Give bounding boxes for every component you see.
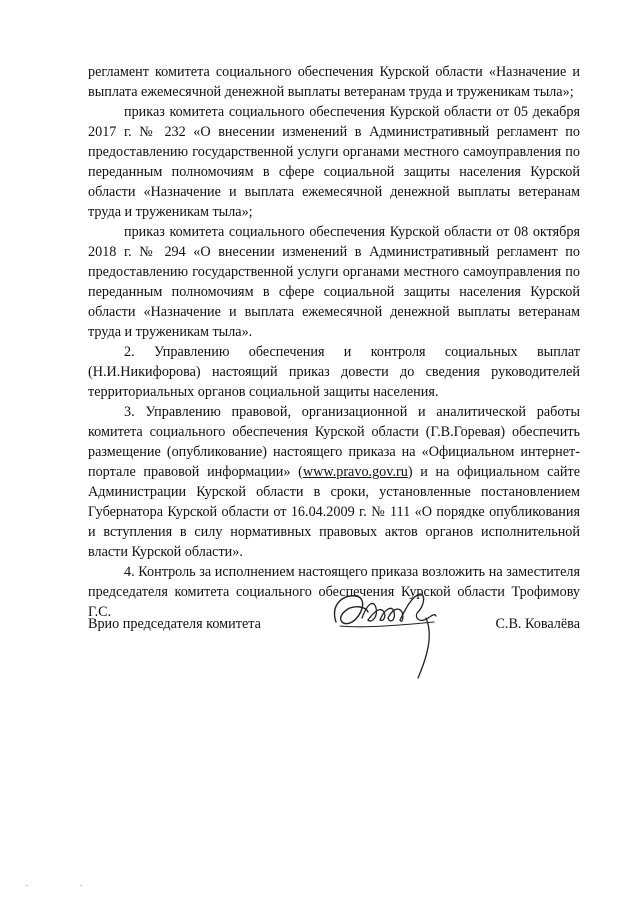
item-3-text-end: ) и на официальном сайте Администрации Курской области в сроки, установленные постановлением Губернатора Курской области от 16.04.2009 г. № 111 «О порядке опубликования и вступления в силу нормативных правовых актов органов исполнительной власти Курской области». (88, 464, 580, 560)
document-body (88, 62, 580, 622)
signatory-title: Врио председателя комитета (88, 616, 261, 632)
handwritten-signature (322, 582, 462, 682)
paragraph-item-2: 2. Управлению обеспечения и контроля социальных выплат (Н.И.Никифорова) настоящий приказ довести до сведения руководителей территориальных органов социальной защиты населения. (88, 344, 580, 400)
paragraph-item-4: 4. Контроль за исполнением настоящего приказа возложить на заместителя председателя комитета социального обеспечения Курской области Трофимову Г.С. (88, 564, 580, 620)
paragraph-order-232: приказ комитета социального обеспечения Курской области от 05 декабря 2017 г. № 232 «О внесении изменений в Административный регламент по предоставлению государственной услуги органами местного самоуправления по переданным полномочиям в сфере социальной защиты населения Курской области «Назначение и выплата ежемесячной денежной выплаты ветеранам труда и труженикам тыла»; (88, 104, 580, 220)
paragraph-item-3 (88, 402, 580, 562)
signatory-name: С.В. Ковалёва (495, 616, 580, 632)
item-3-text-start: 3. Управлению правовой, организационной и аналитической работы комитета социального обеспечения Курской области (Г.В.Горевая) обеспечить размещение (опубликование) настоящего приказа на «Официальном интернет-портале правовой информации» ( (88, 404, 580, 480)
scan-speck (80, 885, 82, 886)
scan-speck (26, 885, 28, 886)
paragraph-regulation: регламент комитета социального обеспечения Курской области «Назначение и выплата ежемесячной денежной выплаты ветеранам труда и труженикам тыла»; (88, 64, 580, 100)
pravo-link[interactable]: www.pravo.gov.ru (302, 464, 408, 480)
paragraph-order-294: приказ комитета социального обеспечения Курской области от 08 октября 2018 г. № 294 «О внесении изменений в Административный регламент по предоставлению государственной услуги органами местного самоуправления по переданным полномочиям в сфере социальной защиты населения Курской области «Назначение и выплата ежемесячной денежной выплаты ветеранам труда и труженикам тыла». (88, 224, 580, 340)
